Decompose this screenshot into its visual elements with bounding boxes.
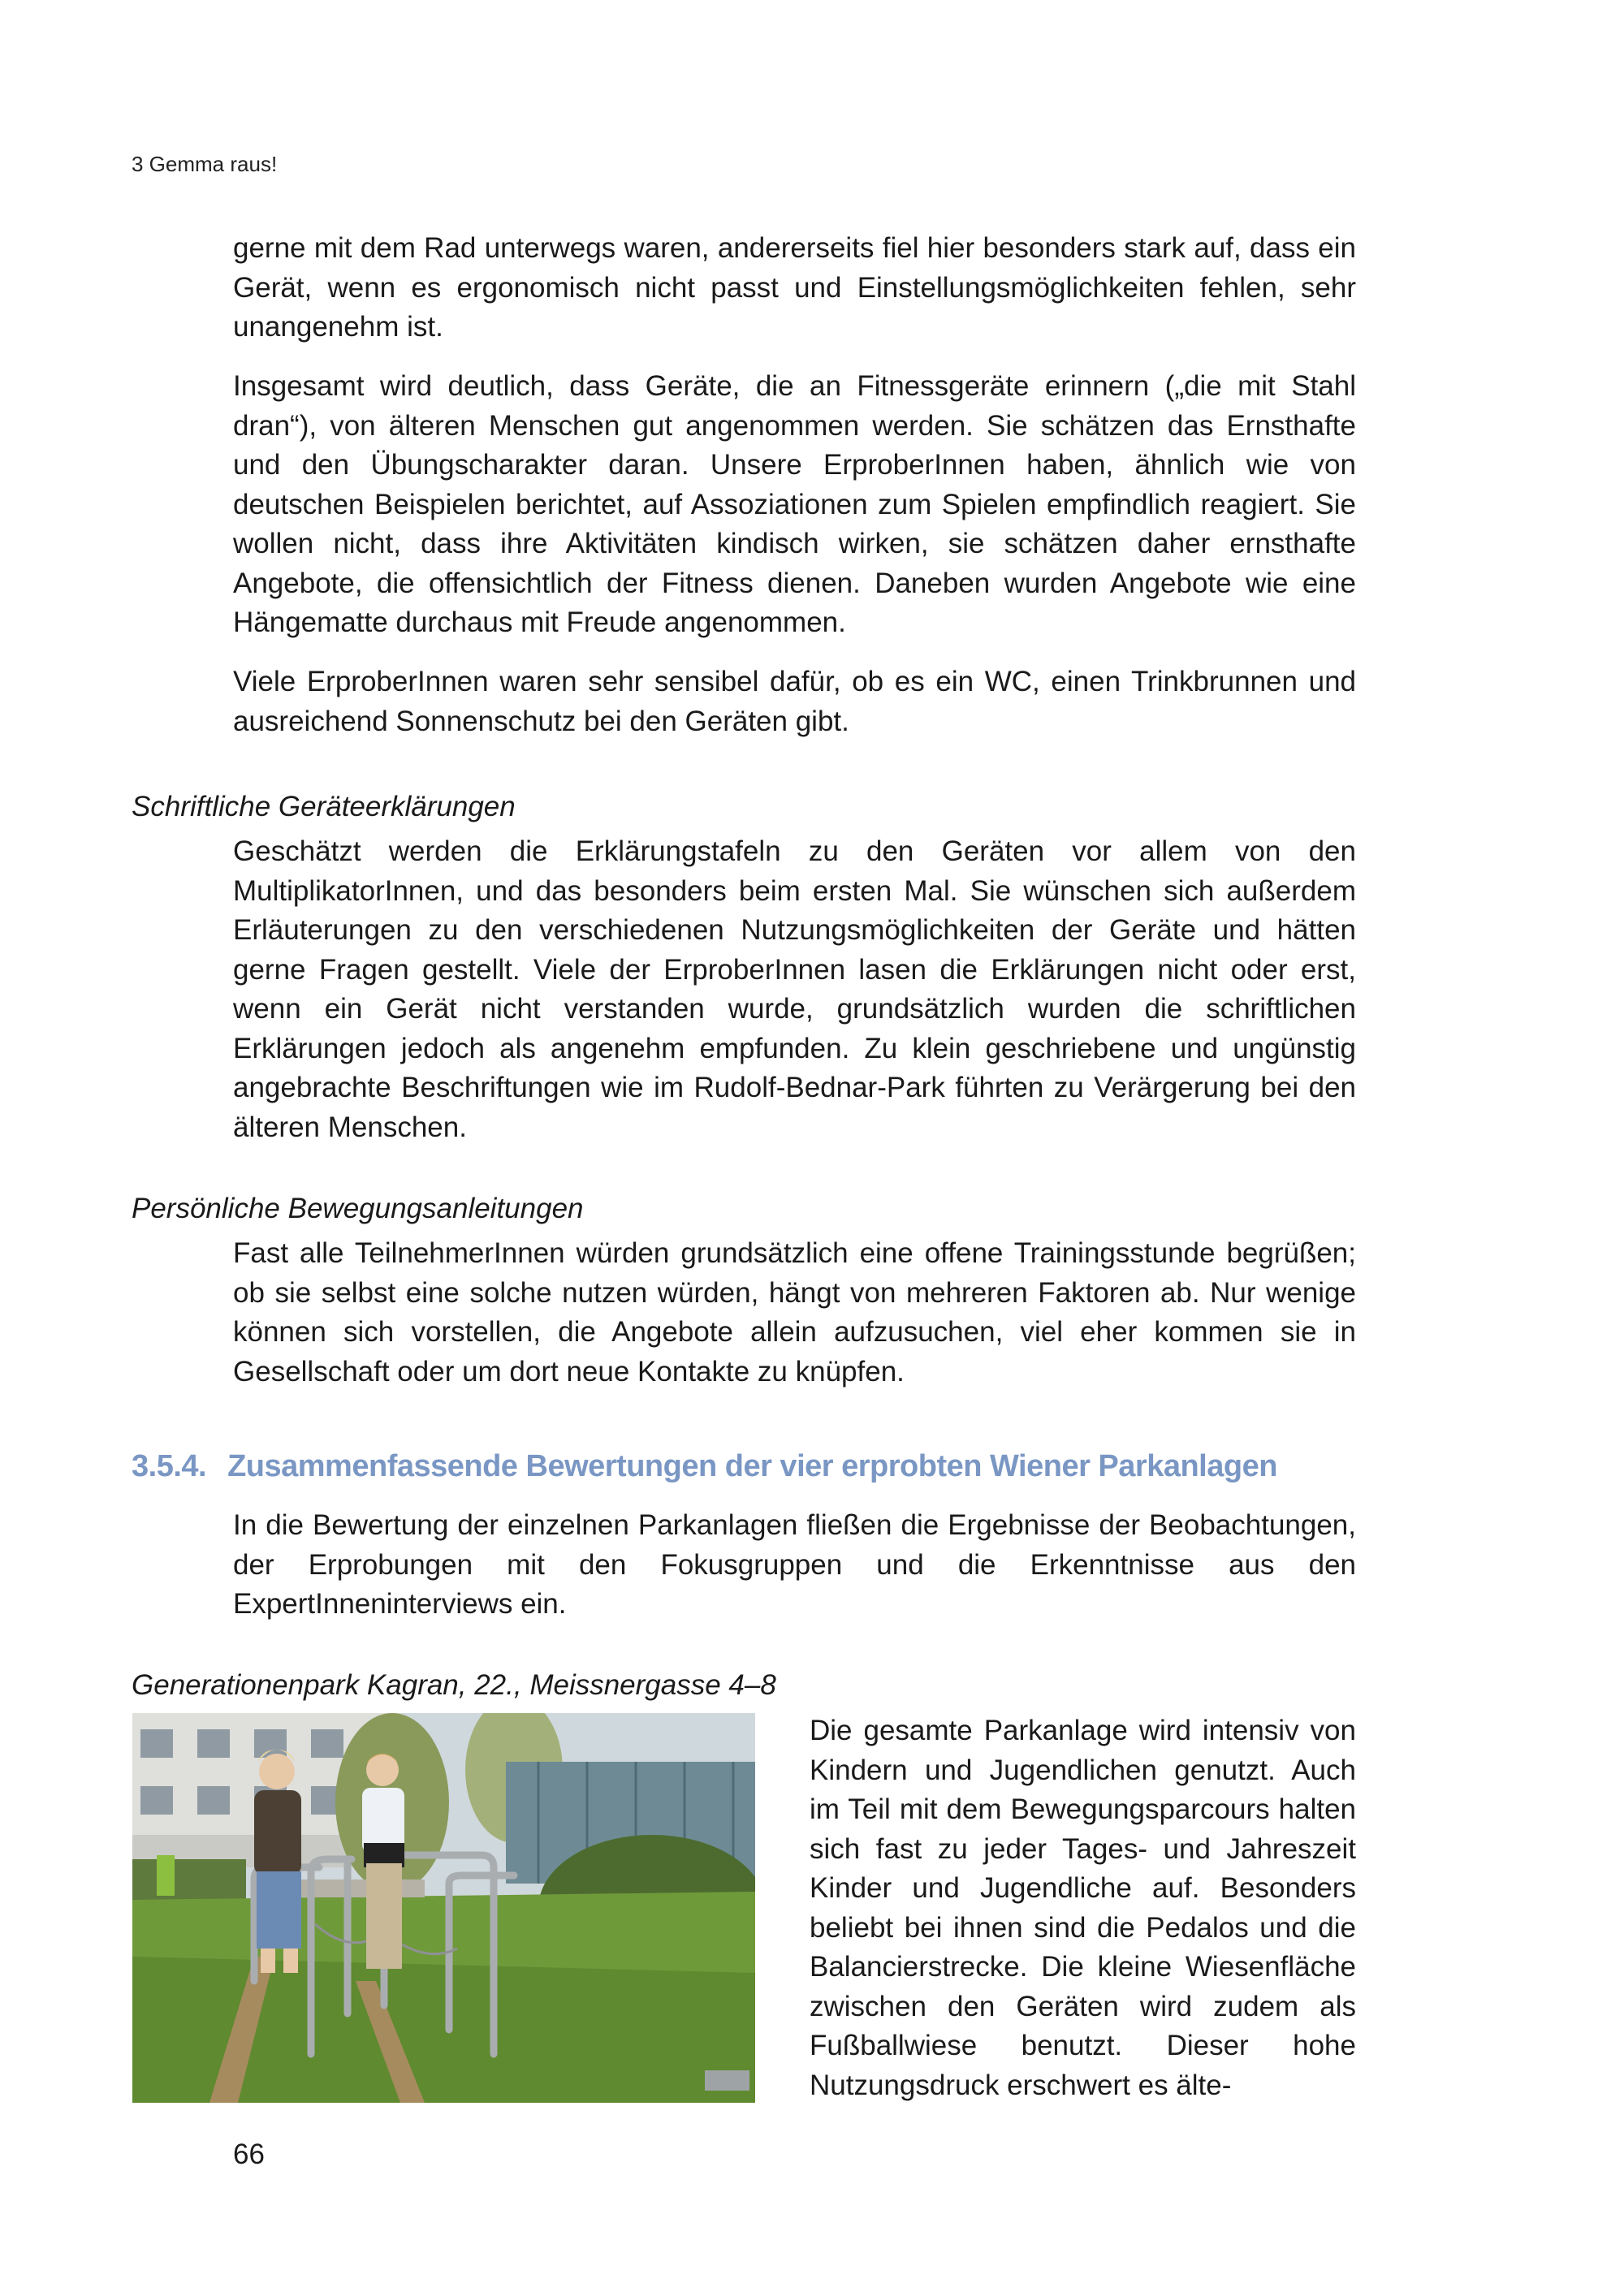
- paragraph-park-kagran: Die gesamte Parkanlage wird intensiv von Kindern und Jugendlichen genutzt. Auch im Teil mit dem Bewegungsparcours halten sich fast zu jeder Tages- und Jahreszeit Kinder und Jugendliche auf. Besonders beliebt bei ihnen sind die Pedalos und die Balancierstrecke. Die kleine Wiesenfläche zwischen den Geräten wird zudem als Fußballwiese benutzt. Dieser hohe Nutzungsdruck erschwert es älte-: [810, 1715, 1356, 2101]
- section-heading: [132, 1447, 1277, 1486]
- paragraph-facilities: Viele ErproberInnen waren sehr sensibel dafür, ob es ein WC, einen Trinkbrunnen und ausreichend Sonnenschutz bei den Geräten gibt.: [233, 666, 1356, 737]
- paragraph-written-instructions: Geschätzt werden die Erklärungstafeln zu den Geräten vor allem von den MultiplikatorInnen, und das besonders beim ersten Mal. Sie wünschen sich außerdem Erläuterungen zu den verschiedenen Nutzungsmöglichkeiten der Geräte und hätten gerne Fragen gestellt. Viele der ErproberInnen lasen die Erklärungen nicht oder erst, wenn ein Gerät nicht verstanden wurde, grundsätzlich wurden die schriftlichen Erklärungen jedoch als angenehm empfunden. Zu klein geschriebene und ungünstig angebrachte Beschriftungen wie im Rudolf-Bednar-Park führten zu Verärgerung bei den älteren Menschen.: [233, 835, 1356, 1143]
- paragraph-fitness-equipment: Insgesamt wird deutlich, dass Geräte, die an Fitnessgeräte erinnern („die mit Stahl dran“), von älteren Menschen gut angenommen werden. Sie schätzen das Ernsthafte und den Übungscharakter daran. Unsere ErproberInnen haben, ähnlich wie von deutschen Beispielen berichtet, auf Assoziationen zum Spielen empfindlich reagiert. Sie wollen nicht, dass ihre Aktivitäten kindisch wirken, sie schätzen daher ernsthafte Angebote, die offensichtlich der Fitness dienen. Daneben wurden Angebote wie eine Hängematte durchaus mit Freude angenommen.: [233, 370, 1356, 638]
- running-header: 3 Gemma raus!: [132, 152, 278, 176]
- paragraph-personal-guidance: Fast alle TeilnehmerInnen würden grundsätzlich eine offene Trainingsstunde begrüßen; ob sie selbst eine solche nutzen würden, hängt von mehreren Faktoren ab. Nur wenige können sich vorstellen, die Angebote allein aufzusuchen, viel eher kommen sie in Gesellschaft oder um dort neue Kontakte zu knüpfen.: [233, 1237, 1356, 1388]
- page-number: 66: [233, 2138, 265, 2170]
- subheading-personal-guidance: Persönliche Bewegungsanleitungen: [132, 1193, 584, 1224]
- section-number: 3.5.4.: [132, 1449, 207, 1483]
- paragraph-cycling: gerne mit dem Rad unterwegs waren, andererseits fiel hier besonders stark auf, dass ein Gerät, wenn es ergonomisch nicht passt und Einstellungsmöglichkeiten fehlen, sehr unangenehm ist.: [233, 232, 1356, 343]
- subheading-written-instructions: Schriftliche Geräteerklärungen: [132, 791, 516, 822]
- subheading-park-kagran: Generationenpark Kagran, 22., Meissnergasse 4–8: [132, 1669, 776, 1701]
- section-title: Zusammenfassende Bewertungen der vier erprobten Wiener Parkanlagen: [227, 1449, 1277, 1483]
- paragraph-section-intro: In die Bewertung der einzelnen Parkanlagen fließen die Ergebnisse der Beobachtungen, der Erprobungen mit den Fokusgruppen und die Erkenntnisse aus den ExpertInneninterviews ein.: [233, 1509, 1356, 1620]
- park-photo: [132, 1713, 755, 2103]
- park-photo-illustration: [132, 1713, 755, 2103]
